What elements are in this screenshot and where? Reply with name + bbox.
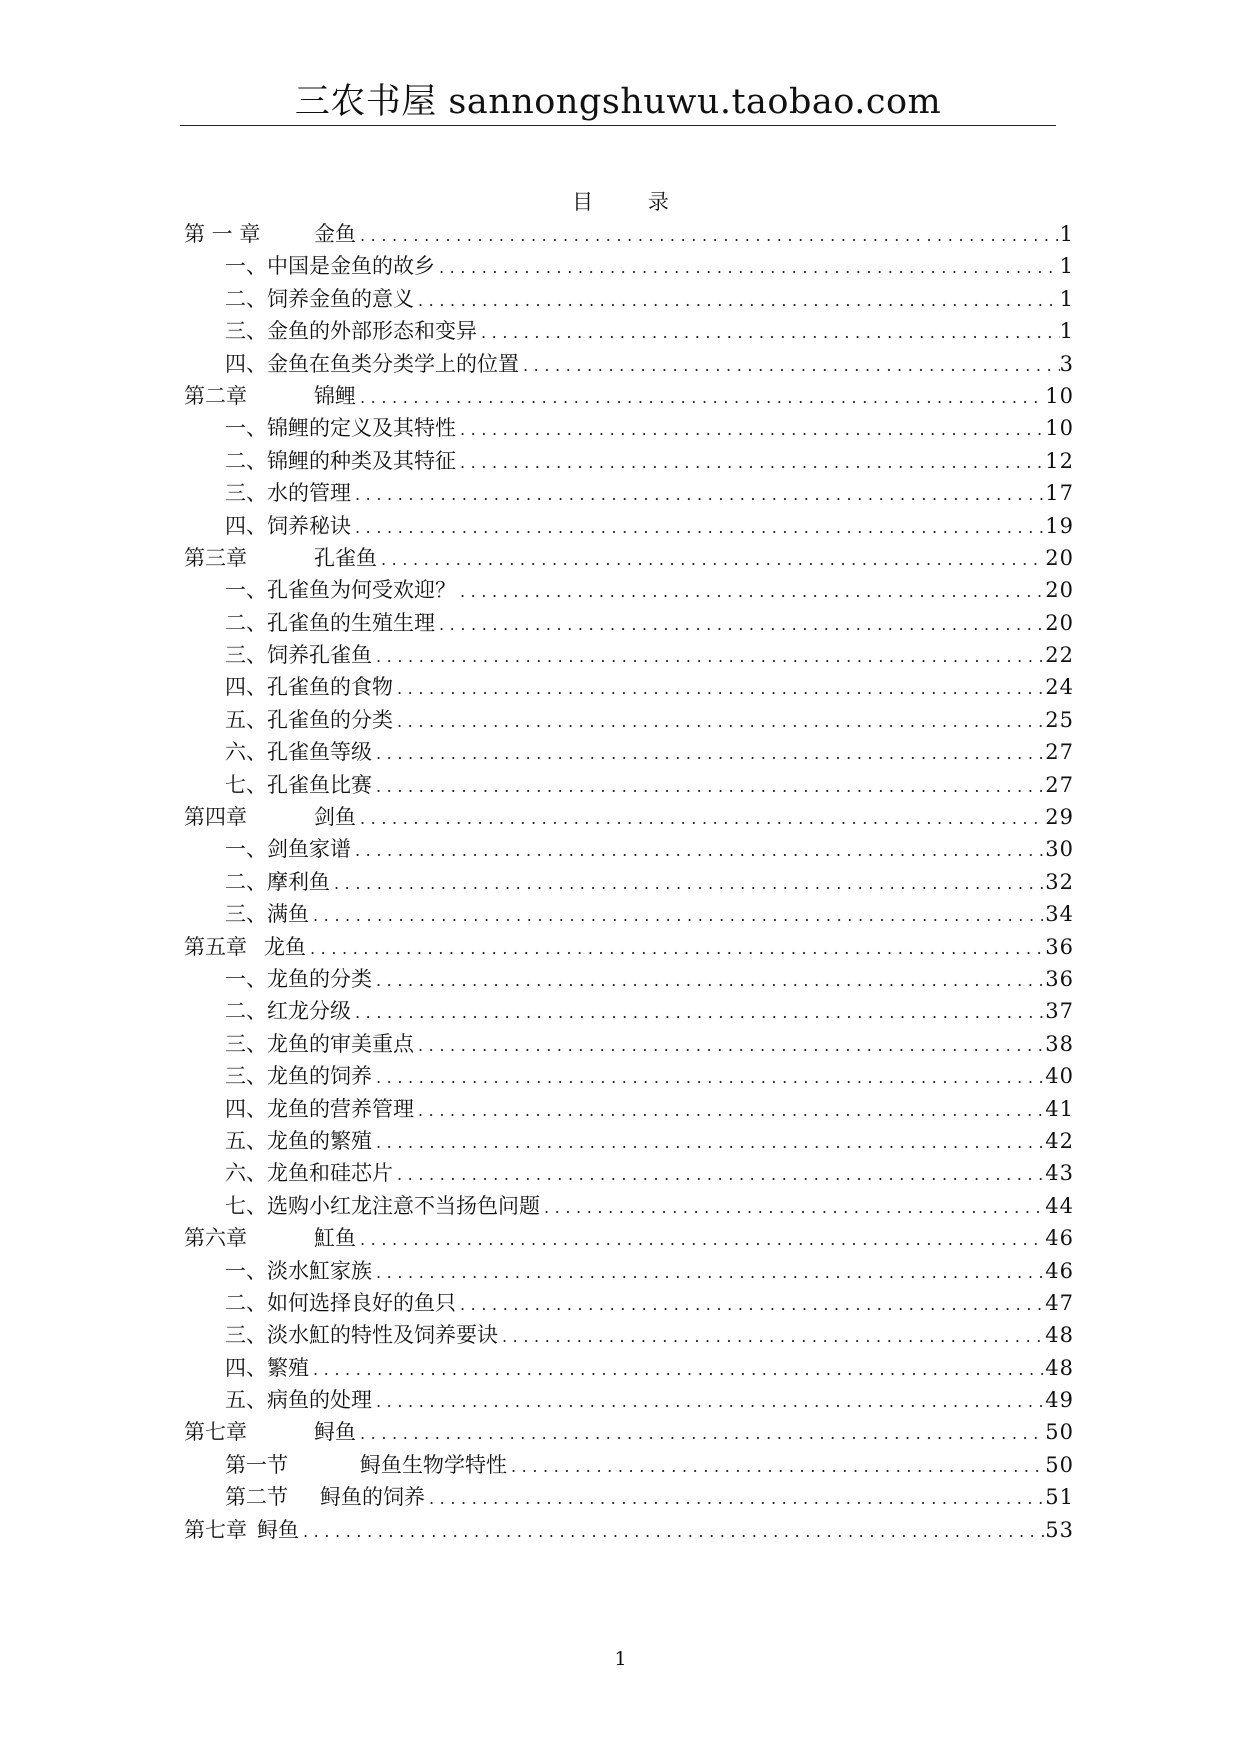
toc-entry-title: 龙鱼的饲养 [267, 1064, 372, 1089]
dot-leader [351, 997, 1045, 1029]
toc-entry-number: 三、 [225, 1031, 267, 1056]
toc-chapter-entry[interactable] [184, 1416, 1074, 1448]
dot-leader [377, 544, 1045, 576]
toc-entry-number: 二、 [225, 448, 267, 473]
toc-entry-page: 48 [1045, 1323, 1074, 1348]
toc-entry-title: 摩利鱼 [267, 869, 330, 894]
toc-chapter-entry[interactable] [184, 1222, 1074, 1254]
toc-subentry[interactable] [184, 1060, 1074, 1092]
toc-entry-page: 47 [1045, 1290, 1074, 1315]
toc-entry-title: 孔雀鱼为何受欢迎？ [267, 578, 456, 603]
toc-entry-number: 四、 [225, 1096, 267, 1121]
toc-entry-number: 六、 [225, 1161, 267, 1186]
toc-entry-title: 繁殖 [267, 1355, 309, 1380]
toc-entry-page: 34 [1045, 902, 1074, 927]
dot-leader [309, 900, 1045, 932]
toc-entry-title: 剑鱼 [314, 805, 356, 830]
toc-entry-page: 51 [1045, 1485, 1074, 1510]
toc-entry-title: 金鱼在鱼类分类学上的位置 [267, 351, 519, 376]
dot-leader [456, 1289, 1045, 1321]
toc-entry-title: 病鱼的处理 [267, 1388, 372, 1413]
dot-leader [435, 252, 1060, 284]
toc-entry-page: 36 [1045, 966, 1074, 991]
toc-entry-page: 1 [1059, 254, 1074, 279]
toc-entry-page: 20 [1045, 578, 1074, 603]
toc-subentry[interactable] [184, 1287, 1074, 1319]
toc-entry-title: 龙鱼的分类 [267, 966, 372, 991]
toc-entry-number: 第七章 [184, 1420, 247, 1445]
toc-entry-page: 25 [1045, 707, 1074, 732]
toc-entry-page: 50 [1045, 1452, 1074, 1477]
toc-entry-title: 饲养金鱼的意义 [267, 286, 414, 311]
dot-leader [498, 1321, 1045, 1353]
toc-entry-title: 锦鲤的种类及其特征 [267, 448, 456, 473]
toc-entry-number: 第六章 [184, 1226, 247, 1251]
toc-entry-number: 第四章 [184, 805, 247, 830]
toc-entry-page: 32 [1045, 869, 1074, 894]
toc-entry-page: 1 [1059, 319, 1074, 344]
toc-entry-number: 五、 [225, 1388, 267, 1413]
toc-subentry[interactable] [184, 1028, 1074, 1060]
toc-entry-title: 饲养孔雀鱼 [267, 643, 372, 668]
toc-entry-page: 30 [1045, 837, 1074, 862]
dot-leader [425, 1483, 1045, 1515]
toc-entry-page: 53 [1045, 1517, 1074, 1542]
toc-subentry[interactable] [184, 995, 1074, 1027]
toc-entry-number: 四、 [225, 513, 267, 538]
toc-entry-title: 孔雀鱼等级 [267, 740, 372, 765]
toc-chapter-entry[interactable] [184, 542, 1074, 574]
toc-entry-title: 龙鱼 [264, 934, 306, 959]
toc-entry-number: 五、 [225, 707, 267, 732]
toc-entry-page: 42 [1045, 1128, 1074, 1153]
toc-entry-page: 1 [1059, 222, 1074, 246]
toc-entry-title: 水的管理 [267, 481, 351, 506]
page-header-title: 三农书屋 sannongshuwu.taobao.com [294, 82, 942, 122]
toc-entry-page: 48 [1045, 1355, 1074, 1380]
dot-leader [393, 673, 1045, 705]
toc-entry-number: 第二章 [184, 383, 247, 408]
toc-chapter-entry[interactable] [184, 801, 1074, 833]
dot-leader [351, 512, 1045, 544]
toc-entry-page: 10 [1045, 416, 1074, 441]
toc-entry-number: 二、 [225, 869, 267, 894]
toc-section-entry[interactable] [184, 1481, 1074, 1513]
toc-entry-title: 锦鲤的定义及其特性 [267, 416, 456, 441]
dot-leader [351, 835, 1045, 867]
dot-leader [372, 965, 1045, 997]
toc-entry-page: 10 [1045, 383, 1074, 408]
toc-entry-number: 第三章 [184, 545, 247, 570]
toc-entry-number: 五、 [225, 1128, 267, 1153]
toc-subentry[interactable] [184, 1255, 1074, 1287]
toc-entry-page: 3 [1059, 351, 1074, 376]
toc-entry-title: 选购小红龙注意不当扬色问题 [267, 1193, 540, 1218]
dot-leader [456, 414, 1045, 446]
toc-subentry[interactable] [184, 315, 1074, 347]
toc-entry-number: 六、 [225, 740, 267, 765]
toc-entry-page: 37 [1045, 999, 1074, 1024]
toc-title: 目 录 [572, 190, 693, 214]
dot-leader [414, 1030, 1045, 1062]
toc-subentry[interactable] [184, 1384, 1074, 1416]
toc-entry-title: 中国是金鱼的故乡 [267, 254, 435, 279]
dot-leader [372, 1127, 1045, 1159]
dot-leader [414, 1095, 1045, 1127]
toc-entry-page: 20 [1045, 610, 1074, 635]
dot-leader [330, 868, 1045, 900]
toc-subentry[interactable] [184, 704, 1074, 736]
toc-subentry[interactable] [184, 866, 1074, 898]
toc-entry-page: 41 [1045, 1096, 1074, 1121]
dot-leader [393, 706, 1045, 738]
dot-leader [519, 350, 1060, 382]
toc-entry-number: 四、 [225, 675, 267, 700]
toc-subentry[interactable] [184, 639, 1074, 671]
toc-subentry[interactable] [184, 833, 1074, 865]
table-of-contents [184, 218, 1074, 1546]
toc-entry-page: 44 [1045, 1193, 1074, 1218]
toc-entry-title: 孔雀鱼的食物 [267, 675, 393, 700]
toc-subentry[interactable] [184, 898, 1074, 930]
toc-entry-title: 龙鱼的营养管理 [267, 1096, 414, 1121]
toc-entry-number: 第一节 [225, 1452, 288, 1477]
toc-entry-title: 孔雀鱼的分类 [267, 707, 393, 732]
dot-leader [356, 803, 1045, 835]
toc-entry-number: 第五章 [184, 934, 247, 959]
toc-entry-number: 四、 [225, 351, 267, 376]
toc-subentry[interactable] [184, 250, 1074, 282]
toc-entry-page: 46 [1045, 1226, 1074, 1251]
toc-entry-title: 如何选择良好的鱼只 [267, 1290, 456, 1315]
toc-entry-title: 饲养秘诀 [267, 513, 351, 538]
toc-subentry[interactable] [184, 1319, 1074, 1351]
dot-leader [393, 1159, 1045, 1191]
toc-entry-number: 三、 [225, 1064, 267, 1089]
toc-subentry[interactable] [184, 1093, 1074, 1125]
toc-entry-title: 剑鱼家谱 [267, 837, 351, 862]
toc-entry-number: 二、 [225, 999, 267, 1024]
dot-leader [351, 479, 1045, 511]
dot-leader [477, 317, 1060, 349]
dot-leader [540, 1192, 1045, 1224]
toc-entry-page: 27 [1045, 740, 1074, 765]
toc-entry-number: 第七章 [184, 1517, 247, 1542]
toc-subentry[interactable] [184, 1157, 1074, 1189]
toc-subentry[interactable] [184, 574, 1074, 606]
toc-entry-number: 一、 [225, 578, 267, 603]
toc-subentry[interactable] [184, 736, 1074, 768]
dot-leader [372, 1386, 1045, 1418]
toc-subentry[interactable] [184, 348, 1074, 380]
toc-entry-page: 49 [1045, 1388, 1074, 1413]
toc-subentry[interactable] [184, 607, 1074, 639]
page-number: 1 [614, 1648, 627, 1670]
dot-leader [372, 771, 1045, 803]
toc-entry-number: 一、 [225, 1258, 267, 1283]
dot-leader [356, 1224, 1045, 1256]
toc-section-entry[interactable] [184, 1449, 1074, 1481]
dot-leader [356, 382, 1045, 414]
toc-entry-number: 二、 [225, 610, 267, 635]
dot-leader [299, 1516, 1045, 1548]
toc-entry-number: 二、 [225, 286, 267, 311]
toc-entry-title: 鲟鱼 [314, 1420, 356, 1445]
toc-subentry[interactable] [184, 671, 1074, 703]
toc-chapter-entry[interactable] [184, 931, 1074, 963]
toc-entry-page: 40 [1045, 1064, 1074, 1089]
toc-entry-title: 鲟鱼 [257, 1517, 299, 1542]
toc-entry-number: 七、 [225, 1193, 267, 1218]
toc-entry-number: 一、 [225, 416, 267, 441]
toc-subentry[interactable] [184, 477, 1074, 509]
toc-entry-title: 淡水魟的特性及饲养要诀 [267, 1323, 498, 1348]
toc-subentry[interactable] [184, 283, 1074, 315]
toc-entry-title: 金鱼 [314, 222, 356, 246]
toc-entry-page: 27 [1045, 772, 1074, 797]
toc-entry-page: 22 [1045, 643, 1074, 668]
toc-entry-title: 龙鱼的繁殖 [267, 1128, 372, 1153]
toc-entry-title: 龙鱼的审美重点 [267, 1031, 414, 1056]
toc-entry-title: 鲟鱼生物学特性 [360, 1452, 507, 1477]
toc-entry-number: 一、 [225, 254, 267, 279]
dot-leader [456, 576, 1045, 608]
toc-entry-number: 三、 [225, 481, 267, 506]
toc-entry-page: 1 [1059, 286, 1074, 311]
toc-entry-title: 孔雀鱼比赛 [267, 772, 372, 797]
toc-entry-title: 孔雀鱼 [314, 545, 377, 570]
toc-entry-title: 孔雀鱼的生殖生理 [267, 610, 435, 635]
toc-entry-title: 满鱼 [267, 902, 309, 927]
toc-chapter-entry[interactable] [184, 380, 1074, 412]
toc-entry-number: 二、 [225, 1290, 267, 1315]
toc-entry-page: 38 [1045, 1031, 1074, 1056]
toc-entry-number: 四、 [225, 1355, 267, 1380]
toc-entry-title: 红龙分级 [267, 999, 351, 1024]
toc-entry-number: 一、 [225, 837, 267, 862]
dot-leader [507, 1451, 1045, 1483]
dot-leader [456, 447, 1045, 479]
toc-chapter-entry[interactable] [184, 218, 1074, 250]
toc-subentry[interactable] [184, 963, 1074, 995]
toc-entry-page: 19 [1045, 513, 1074, 538]
toc-entry-number: 三、 [225, 319, 267, 344]
toc-entry-page: 43 [1045, 1161, 1074, 1186]
dot-leader [372, 641, 1045, 673]
dot-leader [372, 738, 1045, 770]
toc-entry-page: 50 [1045, 1420, 1074, 1445]
toc-entry-title: 淡水魟家族 [267, 1258, 372, 1283]
toc-entry-page: 20 [1045, 545, 1074, 570]
toc-entry-title: 魟鱼 [314, 1226, 356, 1251]
toc-entry-page: 17 [1045, 481, 1074, 506]
toc-entry-number: 第 一 章 [184, 222, 261, 246]
toc-entry-title: 龙鱼和硅芯片 [267, 1161, 393, 1186]
toc-chapter-entry[interactable] [184, 1514, 1074, 1546]
dot-leader [372, 1062, 1045, 1094]
header-rule [180, 125, 1056, 126]
dot-leader [414, 285, 1060, 317]
toc-subentry[interactable] [184, 1190, 1074, 1222]
toc-subentry[interactable] [184, 445, 1074, 477]
toc-subentry[interactable] [184, 1125, 1074, 1157]
toc-entry-page: 29 [1045, 805, 1074, 830]
toc-entry-title: 鲟鱼的饲养 [320, 1485, 425, 1510]
dot-leader [306, 933, 1045, 965]
toc-entry-page: 46 [1045, 1258, 1074, 1283]
dot-leader [435, 609, 1045, 641]
toc-subentry[interactable] [184, 1352, 1074, 1384]
toc-entry-number: 七、 [225, 772, 267, 797]
toc-entry-page: 24 [1045, 675, 1074, 700]
dot-leader [309, 1354, 1045, 1386]
toc-entry-page: 12 [1045, 448, 1074, 473]
toc-subentry[interactable] [184, 510, 1074, 542]
toc-subentry[interactable] [184, 412, 1074, 444]
toc-entry-title: 锦鲤 [314, 383, 356, 408]
dot-leader [372, 1257, 1045, 1289]
toc-entry-number: 三、 [225, 902, 267, 927]
dot-leader [356, 1418, 1045, 1450]
dot-leader [356, 220, 1060, 252]
toc-entry-number: 三、 [225, 643, 267, 668]
toc-entry-number: 第二节 [225, 1485, 288, 1510]
toc-subentry[interactable] [184, 769, 1074, 801]
toc-entry-number: 一、 [225, 966, 267, 991]
toc-entry-page: 36 [1045, 934, 1074, 959]
toc-entry-title: 金鱼的外部形态和变异 [267, 319, 477, 344]
toc-entry-number: 三、 [225, 1323, 267, 1348]
